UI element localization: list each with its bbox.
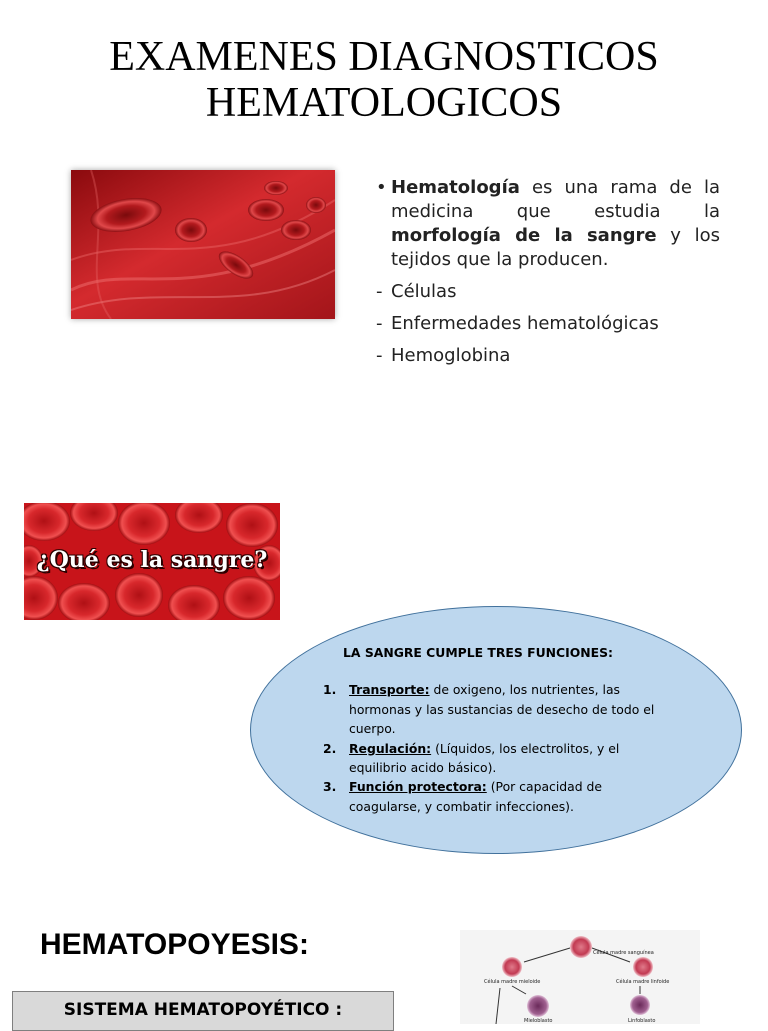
function-item xyxy=(323,739,663,778)
function-item xyxy=(323,680,663,738)
page-title xyxy=(0,34,768,126)
title-line-1: EXAMENES DIAGNOSTICOS xyxy=(109,34,659,80)
bullet-mark: • xyxy=(376,177,387,198)
sistema-hematopoyetico-box xyxy=(12,991,394,1031)
function-item xyxy=(323,777,663,816)
hematologia-term: Hematología xyxy=(391,177,520,198)
stem-cell xyxy=(570,936,592,958)
title-line-2: HEMATOLOGICOS xyxy=(205,80,563,126)
functions-title: LA SANGRE CUMPLE TRES FUNCIONES: xyxy=(343,645,613,660)
blood-vessel-image xyxy=(71,170,335,319)
function-text: (Líquidos, los electrolitos, y el equilibrio acido básico). xyxy=(349,740,620,776)
dash-item xyxy=(376,344,720,368)
diagram-label-top: Célula madre sanguínea xyxy=(593,950,654,956)
function-body xyxy=(349,777,663,816)
lymphoblast-cell xyxy=(630,995,650,1015)
dash-item-label: Células xyxy=(391,281,457,302)
definition-text-a: es una rama de la medicina que estudia la xyxy=(391,177,720,222)
dash-mark: - xyxy=(376,345,383,366)
function-text: de oxigeno, los nutrientes, las hormonas y las sustancias de desecho de todo el cuerpo. xyxy=(349,682,655,737)
function-number: 3. xyxy=(323,779,337,795)
myeloid-stem-cell xyxy=(502,957,522,977)
function-body xyxy=(349,739,663,778)
definition-emphasis: morfología de la sangre xyxy=(391,225,657,246)
function-label: Transporte: xyxy=(349,682,430,698)
functions-content xyxy=(323,643,663,816)
dash-mark: - xyxy=(376,313,383,334)
dash-item xyxy=(376,280,720,304)
lymphoid-stem-cell xyxy=(633,957,653,977)
hematologia-definition xyxy=(391,176,720,272)
dash-mark: - xyxy=(376,281,383,302)
function-text: (Por capacidad de coagularse, y combatir infecciones). xyxy=(349,779,603,814)
definition-text-b: y los tejidos que la producen. xyxy=(391,225,720,270)
myeloblast-cell xyxy=(527,995,549,1017)
function-body xyxy=(349,680,663,738)
diagram-label-right: Célula madre linfoide xyxy=(616,979,670,985)
diagram-label-left-child: Mieloblasto xyxy=(524,1018,553,1024)
dash-item-label: Enfermedades hematológicas xyxy=(391,313,659,334)
dash-item-label: Hemoglobina xyxy=(391,345,511,366)
functions-ellipse xyxy=(250,606,742,854)
diagram-label-right-child: Linfoblasto xyxy=(628,1018,656,1024)
function-label: Función protectora: xyxy=(349,779,487,795)
function-number: 1. xyxy=(323,682,337,698)
sistema-hematopoyetico-label: SISTEMA HEMATOPOYÉTICO : xyxy=(63,1000,343,1020)
function-label: Regulación: xyxy=(349,740,432,756)
hematopoyesis-heading: HEMATOPOYESIS: xyxy=(40,928,309,961)
diagram-label-left: Célula madre mieloide xyxy=(484,979,541,985)
intro-text xyxy=(376,176,720,368)
que-es-la-sangre-banner xyxy=(24,503,280,620)
banner-title: ¿Qué es la sangre? xyxy=(36,547,268,573)
hematologia-bullet xyxy=(376,176,720,272)
dash-item xyxy=(376,312,720,336)
hematopoiesis-diagram xyxy=(460,930,700,1024)
function-number: 2. xyxy=(323,740,337,756)
